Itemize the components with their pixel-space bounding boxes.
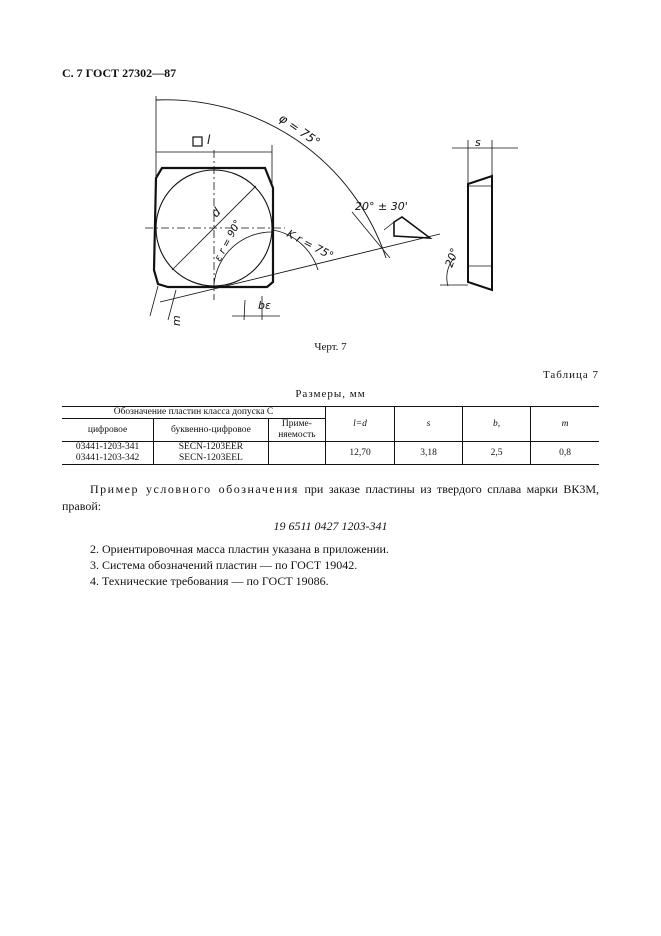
label-phi: φ = 75° [276, 110, 323, 150]
table-number: Таблица 7 [542, 369, 599, 381]
example-paragraph [62, 481, 599, 515]
dimensions-table [62, 406, 599, 465]
label-l: l [207, 133, 211, 147]
example-code: 19 6511 0427 1203-341 [273, 519, 388, 533]
cell-alnum: SECN-1203EER [154, 442, 269, 454]
example-lead: Пример условного обозначения [90, 482, 299, 496]
note-item: 2. Ориентировочная масса пластин указана в приложении. [90, 542, 389, 556]
col-m: m [531, 407, 600, 442]
label-m: m [170, 315, 183, 326]
cell-alnum: SECN-1203EEL [154, 453, 269, 465]
note-item: 4. Технические требования — по ГОСТ 19086. [90, 574, 329, 588]
figure-caption: Черт. 7 [314, 341, 347, 353]
value-s: 3,18 [395, 442, 463, 465]
cell-usage [268, 453, 325, 465]
col-b: b, [463, 407, 531, 442]
group-header: Обозначение пластин класса допуска С [62, 407, 326, 419]
col-alnum: буквенно-цифровое [154, 419, 269, 442]
col-ld: l=d [326, 407, 395, 442]
page-header: С. 7 ГОСТ 27302—87 [62, 66, 177, 80]
value-b: 2,5 [463, 442, 531, 465]
col-s: s [395, 407, 463, 442]
label-angle-tol: 20° ± 30' [355, 200, 408, 213]
label-be: bε [258, 299, 271, 312]
example-text: при заказе пластины из твердого сплава марки ВК3М, правой: [62, 482, 599, 513]
table-row [62, 442, 599, 454]
label-kr: K r = 75° [284, 227, 336, 263]
cell-digital: 03441-1203-342 [62, 453, 154, 465]
label-eps: ε r = 90° [212, 218, 244, 264]
cell-usage [268, 442, 325, 454]
col-digital: цифровое [62, 419, 154, 442]
cell-digital: 03441-1203-341 [75, 442, 140, 452]
technical-drawing [0, 0, 661, 340]
label-s: s [475, 136, 481, 149]
table-title: Размеры, мм [295, 388, 366, 400]
value-ld: 12,70 [326, 442, 395, 465]
label-d: d [208, 204, 224, 221]
col-usage: Приме- няемость [268, 419, 325, 442]
note-item: 3. Система обозначений пластин — по ГОСТ 19042. [90, 558, 358, 572]
label-20: 20° [442, 246, 462, 270]
side-view [468, 176, 492, 290]
value-m: 0,8 [531, 442, 600, 465]
